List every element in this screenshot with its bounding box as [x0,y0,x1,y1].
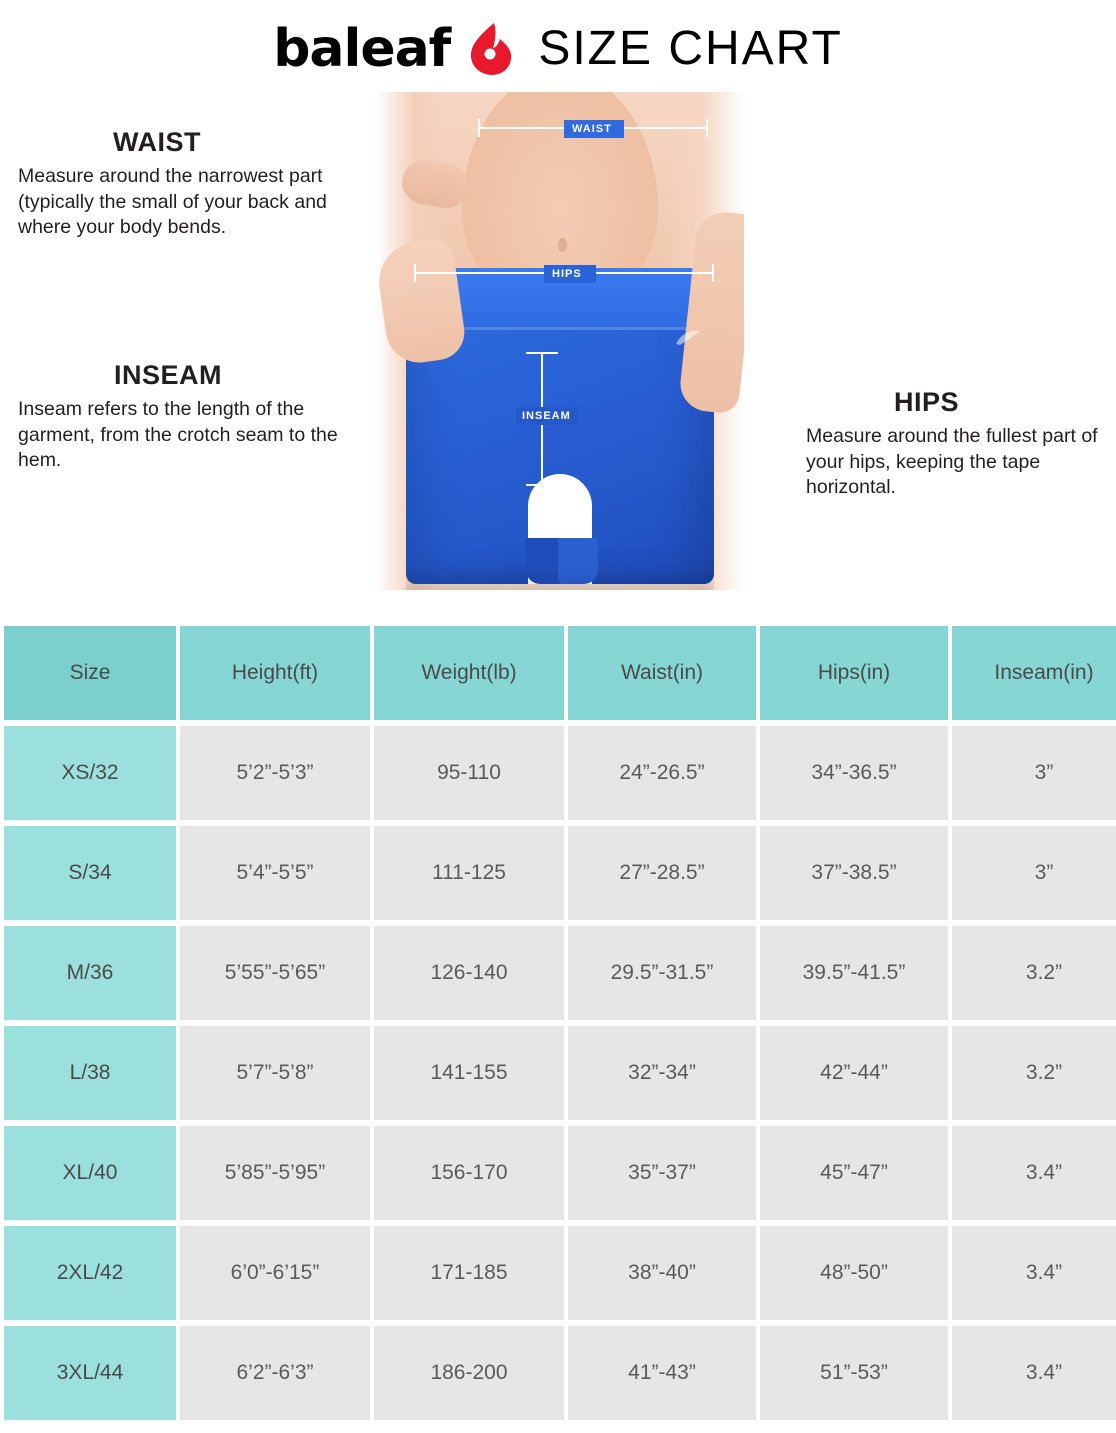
cell-waist: 41”-43” [568,1326,756,1420]
cell-hips: 45”-47” [760,1126,948,1220]
cell-weight: 171-185 [374,1226,564,1320]
cell-hips: 51”-53” [760,1326,948,1420]
cell-height: 6’0”-6’15” [180,1226,370,1320]
size-chart-table-wrapper [0,620,1116,1426]
cell-size: 3XL/44 [4,1326,176,1420]
callout-waist-body: Measure around the narrowest part (typically the small of your back and where your body bends. [18,165,327,239]
model-navel [558,238,567,252]
callout-inseam-heading: INSEAM [114,360,223,390]
cell-size: XS/32 [4,726,176,820]
model-photo [376,92,744,590]
table-row [4,1026,1116,1120]
cell-height: 6’2”-6’3” [180,1326,370,1420]
table-body [4,726,1116,1420]
callout-inseam [18,360,370,474]
callout-hips-body: Measure around the fullest part of your hips, keeping the tape horizontal. [806,425,1098,499]
cell-weight: 186-200 [374,1326,564,1420]
waist-measure-cap-right [706,119,708,137]
hips-measure-label: HIPS [552,268,582,280]
flame-icon [464,21,514,77]
callout-waist-heading: WAIST [113,127,201,157]
cell-weight: 141-155 [374,1026,564,1120]
inseam-measure-cap-top [526,352,558,354]
callout-waist [18,127,368,241]
shorts-hem-shadow [406,568,714,590]
cell-weight: 126-140 [374,926,564,1020]
table-row [4,1126,1116,1220]
cell-waist: 24”-26.5” [568,726,756,820]
cell-inseam: 3.4” [952,1326,1116,1420]
cell-hips: 48”-50” [760,1226,948,1320]
page-title: SIZE CHART [538,22,843,75]
cell-height: 5’4”-5’5” [180,826,370,920]
column-header-weight: Weight(lb) [374,626,564,720]
cell-weight: 156-170 [374,1126,564,1220]
table-row [4,926,1116,1020]
table-header-row [4,626,1116,720]
brand-logo: baleaf [273,19,451,79]
column-header-size: Size [4,626,176,720]
cell-size: 2XL/42 [4,1226,176,1320]
inseam-measure-cap-bottom [526,484,558,486]
table-row [4,1326,1116,1420]
callout-hips [806,387,1112,501]
table-row [4,726,1116,820]
cell-height: 5’85”-5’95” [180,1126,370,1220]
cell-size: XL/40 [4,1126,176,1220]
cell-hips: 42”-44” [760,1026,948,1120]
illustration-section [0,92,1116,597]
column-header-inseam: Inseam(in) [952,626,1116,720]
cell-inseam: 3.2” [952,926,1116,1020]
cell-waist: 29.5”-31.5” [568,926,756,1020]
cell-inseam: 3” [952,726,1116,820]
table-row [4,1226,1116,1320]
cell-inseam: 3” [952,826,1116,920]
page-header [0,0,1116,92]
cell-height: 5’2”-5’3” [180,726,370,820]
cell-hips: 39.5”-41.5” [760,926,948,1020]
inseam-measure-label: INSEAM [522,410,571,422]
cell-waist: 38”-40” [568,1226,756,1320]
shorts-brand-mark [674,328,702,348]
cell-waist: 32”-34” [568,1026,756,1120]
table-header [4,626,1116,720]
callout-hips-heading: HIPS [894,387,960,417]
callout-inseam-body: Inseam refers to the length of the garment, from the crotch seam to the hem. [18,398,338,472]
table-row [4,826,1116,920]
cell-size: M/36 [4,926,176,1020]
cell-inseam: 3.4” [952,1126,1116,1220]
size-chart-table [0,620,1116,1426]
cell-weight: 111-125 [374,826,564,920]
cell-height: 5’7”-5’8” [180,1026,370,1120]
waist-measure-label: WAIST [572,123,612,135]
cell-waist: 35”-37” [568,1126,756,1220]
column-header-waist: Waist(in) [568,626,756,720]
cell-height: 5’55”-5’65” [180,926,370,1020]
cell-size: S/34 [4,826,176,920]
column-header-hips: Hips(in) [760,626,948,720]
cell-hips: 34”-36.5” [760,726,948,820]
hips-measure-cap-right [712,264,714,282]
cell-inseam: 3.4” [952,1226,1116,1320]
cell-size: L/38 [4,1026,176,1120]
waist-measure-cap-left [478,119,480,137]
hips-measure-cap-left [414,264,416,282]
cell-weight: 95-110 [374,726,564,820]
cell-waist: 27”-28.5” [568,826,756,920]
cell-hips: 37”-38.5” [760,826,948,920]
column-header-height: Height(ft) [180,626,370,720]
cell-inseam: 3.2” [952,1026,1116,1120]
